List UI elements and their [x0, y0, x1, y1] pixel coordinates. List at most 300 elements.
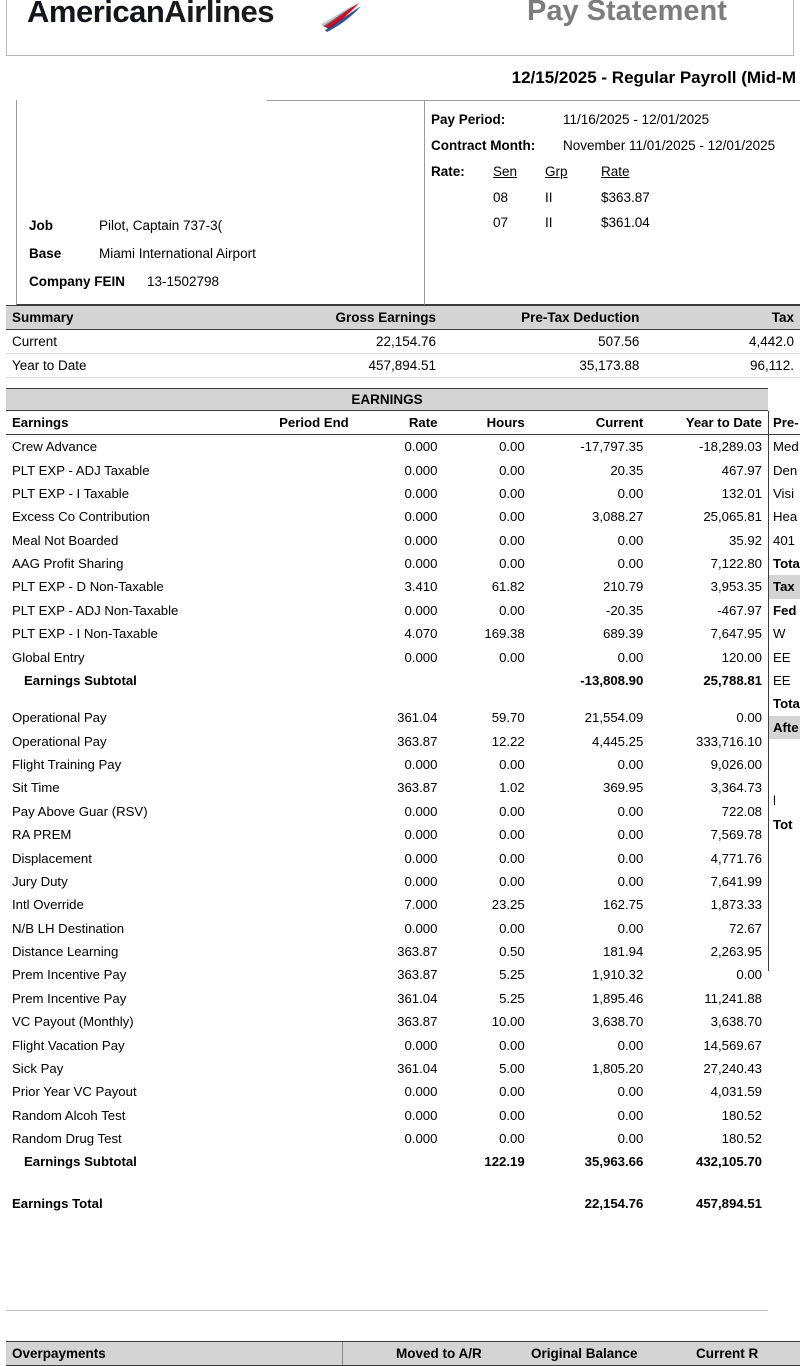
- earn-ytd: 722.08: [721, 803, 762, 819]
- earn-current: 0.00: [617, 1084, 644, 1100]
- earn-rate: 361.04: [397, 1060, 438, 1076]
- spacer-row: [6, 692, 768, 706]
- earn-hours: 12.22: [491, 733, 525, 749]
- deduction-row: Hea: [773, 509, 798, 525]
- earn-hours: 0.00: [499, 757, 525, 773]
- earn-pe: [235, 987, 355, 1010]
- table-row: [6, 1080, 768, 1103]
- earn-desc: PLT EXP - D Non-Taxable: [12, 579, 164, 595]
- earn-ytd: 2,263.95: [710, 944, 762, 960]
- earn-current: 1,895.46: [591, 990, 644, 1006]
- table-row: [6, 458, 768, 481]
- earn-subtotal-rate: [355, 1150, 444, 1173]
- earn-hours: 0.00: [499, 649, 525, 665]
- rate-grp: II: [545, 215, 553, 230]
- earn-current: 1,805.20: [591, 1060, 644, 1076]
- summary-col-gross: Gross Earnings: [250, 306, 443, 330]
- table-row: [6, 599, 768, 622]
- earn-ytd: -467.97: [717, 602, 762, 618]
- earn-subtotal-label: Earnings Subtotal: [24, 672, 137, 688]
- earn-desc: VC Payout (Monthly): [12, 1014, 134, 1030]
- earn-hours: 169.38: [484, 626, 525, 642]
- rate-row: [431, 185, 800, 210]
- earn-desc: Operational Pay: [12, 733, 107, 749]
- earn-desc: Distance Learning: [12, 944, 119, 960]
- earn-total-hours: [443, 1188, 530, 1215]
- table-row: [6, 482, 768, 505]
- statement-header: [6, 0, 794, 56]
- earn-current: 0.00: [617, 803, 644, 819]
- summary-row-pretax: 507.56: [598, 334, 640, 349]
- earn-rate: 0.000: [404, 920, 438, 936]
- earn-rate: 363.87: [397, 944, 438, 960]
- aa-eagle-logo-icon: [319, 0, 363, 34]
- table-row: [6, 435, 768, 459]
- table-row: [6, 823, 768, 846]
- earn-hours: 0.00: [499, 827, 525, 843]
- earn-current: 0.00: [617, 1131, 644, 1147]
- earn-rate: 361.04: [397, 710, 438, 726]
- overpayments-original-balance: Original Balance: [531, 1346, 638, 1361]
- after-tax-row: [769, 756, 800, 764]
- earn-desc: Crew Advance: [12, 439, 98, 455]
- earn-pe: [235, 1057, 355, 1080]
- earn-pe: [235, 1104, 355, 1127]
- earn-desc: Random Alcoh Test: [12, 1107, 126, 1123]
- earn-current: 21,554.09: [584, 710, 644, 726]
- table-row: [6, 846, 768, 869]
- after-tax-row: [769, 764, 800, 772]
- table-row: [6, 1033, 768, 1056]
- earn-rate: 0.000: [404, 485, 438, 501]
- pay-period-value: 11/16/2025 - 12/01/2025: [563, 112, 710, 127]
- brand-airlines: Airlines: [164, 0, 275, 29]
- overpayments-label: Overpayments: [12, 1346, 106, 1361]
- earn-pe: [235, 1080, 355, 1103]
- earn-desc: Flight Vacation Pay: [12, 1037, 125, 1053]
- earn-pe: [235, 645, 355, 668]
- earn-rate: 0.000: [404, 1107, 438, 1123]
- earn-pe: [235, 917, 355, 940]
- earn-subtotal-hours: 122.19: [484, 1154, 525, 1170]
- earn-current: 181.94: [602, 944, 644, 960]
- contract-month-value: November 11/01/2025 - 12/01/2025: [563, 138, 776, 153]
- earn-hours: 5.25: [499, 967, 525, 983]
- earn-rate: 0.000: [404, 649, 438, 665]
- rate-row: [431, 210, 800, 235]
- earn-rate: 0.000: [404, 1084, 438, 1100]
- summary-row-pretax: 35,173.88: [579, 358, 640, 373]
- earn-desc: PLT EXP - ADJ Taxable: [12, 462, 150, 478]
- earn-pe: [235, 575, 355, 598]
- earn-current: 0.00: [617, 920, 644, 936]
- earnings-header-row: [6, 411, 768, 435]
- earn-hours: 10.00: [491, 1014, 525, 1030]
- table-row: [6, 505, 768, 528]
- earn-rate: 4.070: [404, 626, 438, 642]
- earn-hours: 0.00: [499, 509, 525, 525]
- earn-current: -17,797.35: [580, 439, 644, 455]
- earn-hours: 0.00: [499, 485, 525, 501]
- base-label: Base: [29, 246, 62, 261]
- earn-rate: 0.000: [404, 873, 438, 889]
- earn-current: 0.00: [617, 649, 644, 665]
- earn-pe: [235, 552, 355, 575]
- after-tax-row: l: [773, 793, 776, 809]
- earn-ytd: 7,569.78: [710, 827, 762, 843]
- table-row: [6, 552, 768, 575]
- earn-desc: Prem Incentive Pay: [12, 967, 127, 983]
- deduction-row: Visi: [773, 485, 795, 501]
- job-details: [29, 212, 421, 296]
- earn-rate: 363.87: [397, 780, 438, 796]
- spacer-row: [6, 1174, 768, 1188]
- job-row: [29, 212, 421, 240]
- earn-ytd: 180.52: [721, 1131, 762, 1147]
- earnings-body: [6, 435, 768, 1215]
- summary-row-label: Year to Date: [12, 358, 87, 373]
- earn-hours: 0.00: [499, 1084, 525, 1100]
- earn-total-current: 22,154.76: [584, 1195, 644, 1211]
- earn-desc: PLT EXP - ADJ Non-Taxable: [12, 602, 179, 618]
- earn-current: 210.79: [602, 579, 644, 595]
- earn-pe: [235, 846, 355, 869]
- earn-total-rate: [355, 1188, 444, 1215]
- earn-desc: Meal Not Boarded: [12, 532, 119, 548]
- earn-pe: [235, 622, 355, 645]
- table-row: [6, 1057, 768, 1080]
- earn-ytd: 25,065.81: [703, 509, 762, 525]
- tax-total-row: Tota: [773, 696, 800, 712]
- table-row: [6, 354, 800, 378]
- earn-rate: 0.000: [404, 803, 438, 819]
- earn-pe: [235, 963, 355, 986]
- earn-rate: 7.000: [404, 897, 438, 913]
- earn-ytd: 4,771.76: [710, 850, 762, 866]
- earn-desc: PLT EXP - I Non-Taxable: [12, 626, 158, 642]
- earnings-subtotal-row: [6, 669, 768, 692]
- pay-period-row: [431, 107, 800, 133]
- summary-row-gross: 22,154.76: [376, 334, 437, 349]
- earnings-col-ytd: Year to Date: [649, 411, 768, 435]
- summary-row-gross: 457,894.51: [368, 358, 437, 373]
- earn-ytd: 27,240.43: [703, 1060, 762, 1076]
- taxes-header: Tax: [769, 575, 800, 598]
- earn-desc: Sick Pay: [12, 1060, 64, 1076]
- earn-rate: 0.000: [404, 1131, 438, 1147]
- earn-current: 0.00: [617, 556, 644, 572]
- earnings-col-current: Current: [531, 411, 650, 435]
- earn-pe: [235, 529, 355, 552]
- earn-desc: Excess Co Contribution: [12, 509, 150, 525]
- earn-rate: 0.000: [404, 602, 438, 618]
- earn-hours: 0.00: [499, 462, 525, 478]
- overpayments-divider: [342, 1342, 343, 1365]
- earn-ytd: 333,716.10: [695, 733, 762, 749]
- earn-pe: [235, 823, 355, 846]
- earn-pe: [235, 730, 355, 753]
- earn-ytd: 9,026.00: [710, 757, 762, 773]
- rate-col-rate-header: Rate: [601, 164, 630, 179]
- table-row: [6, 870, 768, 893]
- pay-period-info: [424, 100, 800, 305]
- table-row: [6, 987, 768, 1010]
- pretax-deduction-header: Pre-: [769, 411, 800, 435]
- base-row: [29, 240, 421, 268]
- earn-hours: 0.00: [499, 803, 525, 819]
- earnings-section: [6, 411, 768, 1215]
- earnings-subtotal-row: [6, 1150, 768, 1173]
- info-top-rule: [267, 100, 425, 101]
- earn-hours: 0.00: [499, 1037, 525, 1053]
- federal-tax-row: Fed: [773, 602, 797, 618]
- earn-rate: 363.87: [397, 967, 438, 983]
- base-value: Miami International Airport: [99, 246, 256, 261]
- earn-desc: Global Entry: [12, 649, 85, 665]
- rate-sen: 07: [493, 215, 509, 230]
- deduction-row: Med: [773, 439, 799, 455]
- tax-row: EE: [773, 672, 791, 688]
- earn-desc: Prior Year VC Payout: [12, 1084, 137, 1100]
- earn-ytd: 14,569.67: [703, 1037, 762, 1053]
- earn-pe: [235, 893, 355, 916]
- earn-ytd: 7,641.99: [710, 873, 762, 889]
- summary-table: [6, 305, 800, 378]
- earn-hours: 0.00: [499, 873, 525, 889]
- earn-total-label: Earnings Total: [12, 1195, 103, 1211]
- earn-hours: 0.00: [499, 556, 525, 572]
- table-row: [6, 940, 768, 963]
- table-row: [6, 1104, 768, 1127]
- after-tax-header: Afte: [769, 716, 800, 739]
- summary-col-tax: Tax: [645, 306, 800, 330]
- earn-hours: 0.00: [499, 1131, 525, 1147]
- earn-rate: 0.000: [404, 827, 438, 843]
- table-row: [6, 706, 768, 729]
- summary-col-summary: Summary: [6, 306, 250, 330]
- earn-ytd: 3,953.35: [710, 579, 762, 595]
- contract-month-label: Contract Month:: [431, 138, 536, 153]
- earn-hours: 5.25: [499, 990, 525, 1006]
- earn-rate: 0.000: [404, 1037, 438, 1053]
- earn-hours: 61.82: [491, 579, 525, 595]
- earn-rate: 363.87: [397, 733, 438, 749]
- table-row: [6, 753, 768, 776]
- earn-hours: 5.00: [499, 1060, 525, 1076]
- earn-current: 0.00: [617, 757, 644, 773]
- after-tax-total-row: Tot: [773, 816, 793, 832]
- earn-pe: [235, 1010, 355, 1033]
- earnings-banner: EARNINGS: [6, 388, 768, 411]
- earn-current: 0.00: [617, 485, 644, 501]
- after-tax-row: [769, 772, 800, 780]
- earn-rate: 0.000: [404, 850, 438, 866]
- earn-rate: 0.000: [404, 556, 438, 572]
- earn-subtotal-pe: [235, 669, 355, 692]
- deductions-panel-clipped: [768, 411, 800, 971]
- summary-col-pretax: Pre-Tax Deduction: [442, 306, 645, 330]
- earn-hours: 0.00: [499, 439, 525, 455]
- fein-value: 13-1502798: [147, 274, 220, 289]
- earn-ytd: 467.97: [721, 462, 762, 478]
- brand-american: American: [27, 0, 165, 29]
- earn-current: 369.95: [602, 780, 644, 796]
- earn-desc: Random Drug Test: [12, 1131, 122, 1147]
- earnings-col-hours: Hours: [443, 411, 530, 435]
- deduction-total-row: Tota: [773, 556, 800, 572]
- earnings-col-desc: Earnings: [6, 411, 235, 435]
- employee-info-block: [6, 100, 800, 305]
- summary-row-label: Current: [12, 334, 58, 349]
- after-tax-row: [769, 747, 800, 755]
- table-row: [6, 529, 768, 552]
- earn-ytd: 120.00: [721, 649, 762, 665]
- table-row: [6, 1010, 768, 1033]
- tax-row: EE: [773, 649, 791, 665]
- earn-pe: [235, 800, 355, 823]
- earn-ytd: -18,289.03: [698, 439, 762, 455]
- earn-current: 1,910.32: [591, 967, 644, 983]
- earn-desc: Operational Pay: [12, 710, 107, 726]
- earn-ytd: 11,241.88: [704, 990, 762, 1006]
- earnings-col-rate: Rate: [355, 411, 444, 435]
- table-row: [6, 730, 768, 753]
- earn-pe: [235, 1127, 355, 1150]
- earn-pe: [235, 753, 355, 776]
- earn-ytd: 180.52: [721, 1107, 762, 1123]
- earn-desc: N/B LH Destination: [12, 920, 125, 936]
- earn-hours: 0.00: [499, 1107, 525, 1123]
- earn-desc: RA PREM: [12, 827, 72, 843]
- earn-ytd: 0.00: [736, 710, 762, 726]
- earn-pe: [235, 458, 355, 481]
- earn-ytd: 132.01: [721, 485, 762, 501]
- earn-desc: Intl Override: [12, 897, 84, 913]
- job-label: Job: [29, 218, 54, 233]
- earn-hours: 0.00: [499, 920, 525, 936]
- earn-current: 20.35: [610, 462, 644, 478]
- summary-section: [6, 305, 800, 378]
- earn-pe: [235, 1033, 355, 1056]
- earn-subtotal-ytd: 432,105.70: [695, 1154, 762, 1170]
- earn-hours: 1.02: [499, 780, 525, 796]
- earn-subtotal-rate: [355, 669, 444, 692]
- deduction-row: Den: [773, 462, 798, 478]
- earn-hours: 0.50: [499, 944, 525, 960]
- earn-rate: 3.410: [404, 579, 438, 595]
- rate-col-sen-header: Sen: [493, 164, 518, 179]
- deduction-row: 401: [773, 532, 796, 548]
- earn-ytd: 0.00: [736, 967, 762, 983]
- earn-ytd: 7,647.95: [710, 626, 762, 642]
- earn-current: 689.39: [602, 626, 644, 642]
- earnings-col-period-end: Period End: [235, 411, 355, 435]
- earnings-total-row: [6, 1188, 768, 1215]
- table-row: [6, 776, 768, 799]
- rate-header-row: [431, 159, 800, 185]
- payroll-title: 12/15/2025 - Regular Payroll (Mid-M: [511, 68, 796, 87]
- earn-desc: PLT EXP - I Taxable: [12, 485, 130, 501]
- earn-rate: 361.04: [397, 990, 438, 1006]
- earn-rate: 0.000: [404, 532, 438, 548]
- earn-subtotal-hours: [443, 669, 530, 692]
- earn-hours: 0.00: [499, 850, 525, 866]
- table-row: [6, 330, 800, 354]
- earn-current: 0.00: [617, 532, 644, 548]
- earn-hours: 0.00: [499, 602, 525, 618]
- earn-current: -20.35: [605, 602, 644, 618]
- earn-pe: [235, 505, 355, 528]
- rate-grp: II: [545, 190, 553, 205]
- earn-subtotal-current: -13,808.90: [580, 672, 644, 688]
- earn-pe: [235, 706, 355, 729]
- earn-desc: AAG Profit Sharing: [12, 556, 124, 572]
- earn-pe: [235, 940, 355, 963]
- table-row: [6, 645, 768, 668]
- tax-row: W: [773, 626, 786, 642]
- earn-ytd: 72.67: [728, 920, 762, 936]
- summary-row-tax: 96,112.: [749, 358, 794, 373]
- table-row: [6, 575, 768, 598]
- earn-rate: 363.87: [397, 1014, 438, 1030]
- earn-hours: 23.25: [491, 897, 525, 913]
- earn-subtotal-current: 35,963.66: [584, 1154, 644, 1170]
- earn-ytd: 7,122.80: [710, 556, 762, 572]
- job-value: Pilot, Captain 737-3(: [99, 218, 223, 233]
- earn-total-pe: [235, 1188, 355, 1215]
- earn-ytd: 3,364.73: [710, 780, 762, 796]
- pay-period-label: Pay Period:: [431, 112, 506, 127]
- earn-hours: 59.70: [491, 710, 525, 726]
- table-row: [6, 893, 768, 916]
- overpayments-section: [6, 1341, 800, 1366]
- earn-desc: Prem Incentive Pay: [12, 990, 127, 1006]
- rate-amount: $361.04: [601, 215, 650, 230]
- earn-current: 0.00: [617, 1037, 644, 1053]
- table-row: [6, 963, 768, 986]
- earn-current: 0.00: [617, 873, 644, 889]
- earn-pe: [235, 482, 355, 505]
- earn-hours: 0.00: [499, 532, 525, 548]
- earn-subtotal-label: Earnings Subtotal: [24, 1154, 137, 1170]
- rate-amount: $363.87: [601, 190, 650, 205]
- table-row: [6, 622, 768, 645]
- earn-current: 4,445.25: [591, 733, 644, 749]
- earn-desc: Jury Duty: [12, 873, 68, 889]
- earn-current: 0.00: [617, 827, 644, 843]
- earn-current: 3,088.27: [591, 509, 644, 525]
- rate-sen: 08: [493, 190, 509, 205]
- earn-rate: 0.000: [404, 757, 438, 773]
- earnings-total-rule: [6, 1310, 768, 1311]
- rate-label: Rate:: [431, 164, 465, 179]
- earnings-table: [6, 411, 768, 1215]
- earn-desc: Flight Training Pay: [12, 757, 122, 773]
- employee-info-left: [16, 100, 424, 305]
- earn-current: 162.75: [602, 897, 644, 913]
- earn-current: 3,638.70: [591, 1014, 644, 1030]
- summary-row-tax: 4,442.0: [748, 334, 794, 349]
- airline-brand: [27, 0, 274, 30]
- earn-rate: 0.000: [404, 509, 438, 525]
- earn-ytd: 35.92: [728, 532, 762, 548]
- earn-current: 0.00: [617, 1107, 644, 1123]
- fein-label: Company FEIN: [29, 274, 126, 289]
- earn-current: 0.00: [617, 850, 644, 866]
- earn-rate: 0.000: [404, 439, 438, 455]
- after-tax-row: [769, 739, 800, 747]
- contract-month-row: [431, 133, 800, 159]
